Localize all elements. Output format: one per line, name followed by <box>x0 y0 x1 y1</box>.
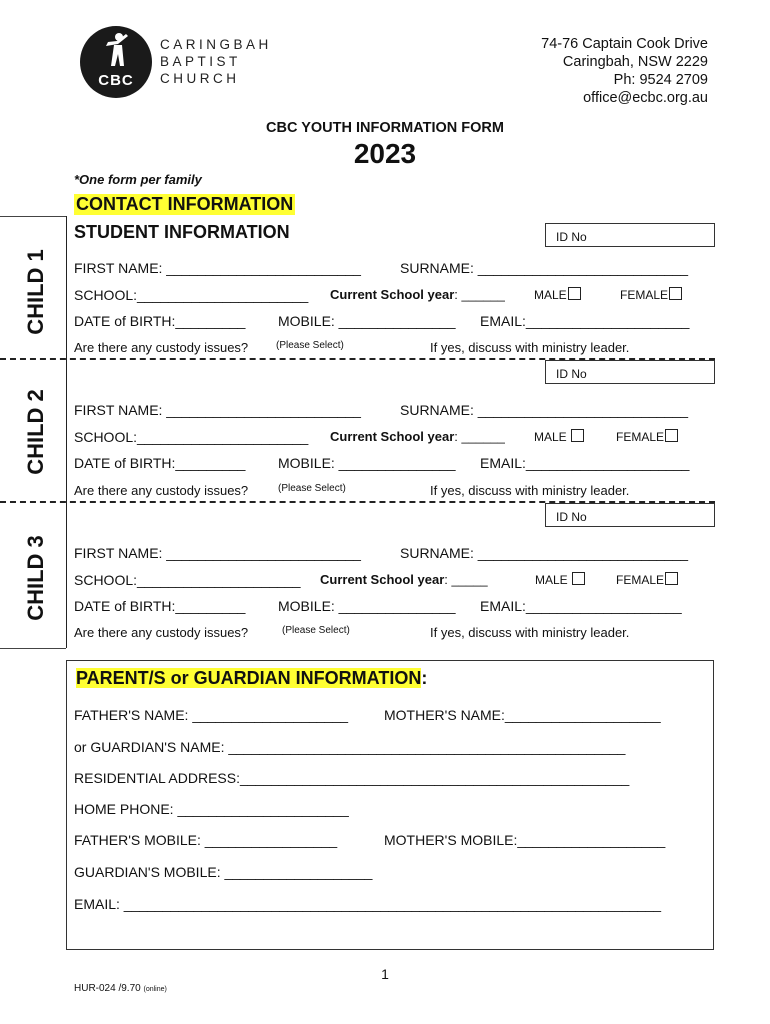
child-3-dob[interactable]: DATE of BIRTH:_________ <box>74 598 246 614</box>
child-2-female[interactable]: FEMALE <box>616 429 678 444</box>
child-3-custody-note: If yes, discuss with ministry leader. <box>430 625 630 640</box>
church-address: 74-76 Captain Cook Drive Caringbah, NSW 2229 Ph: 9524 2709 office@ecbc.org.au <box>541 36 708 106</box>
home-phone[interactable]: HOME PHONE: ______________________ <box>74 801 349 817</box>
child-2-school[interactable]: SCHOOL:______________________ <box>74 429 309 445</box>
contact-heading: CONTACT INFORMATION <box>76 194 294 214</box>
footer-code: HUR-024 /9.70 (online) <box>74 983 167 994</box>
child-1-female[interactable]: FEMALE <box>620 287 682 302</box>
page-number: 1 <box>381 966 389 982</box>
male-checkbox[interactable] <box>572 572 585 585</box>
child-3-custody: Are there any custody issues? <box>74 625 249 640</box>
figure-icon <box>102 32 132 68</box>
top-rule <box>0 216 66 217</box>
parent-email[interactable]: EMAIL: _____________________________________________________________________ <box>74 896 662 912</box>
child-2-custody-note: If yes, discuss with ministry leader. <box>430 483 630 498</box>
child-1-label: CHILD 1 <box>23 249 48 335</box>
child-2-custody-select[interactable]: (Please Select) <box>278 483 346 494</box>
female-checkbox[interactable] <box>665 572 678 585</box>
child-3-first-name[interactable]: FIRST NAME: _________________________ <box>74 545 361 561</box>
child-1-id-box[interactable]: ID No <box>545 223 715 247</box>
family-note: *One form per family <box>74 172 202 187</box>
guardians-name[interactable]: or GUARDIAN'S NAME: ___________________________________________________ <box>74 739 626 755</box>
child-3-label: CHILD 3 <box>23 535 48 621</box>
child-1-first-name[interactable]: FIRST NAME: _________________________ <box>74 260 361 276</box>
child-1-mobile[interactable]: MOBILE: _______________ <box>278 313 456 329</box>
child-1-male[interactable]: MALE <box>534 287 581 302</box>
child-2-school-year[interactable]: Current School year: ______ <box>330 429 505 444</box>
logo-wordmark: CARINGBAH BAPTIST CHURCH <box>160 37 272 86</box>
child-2-first-name[interactable]: FIRST NAME: _________________________ <box>74 402 361 418</box>
student-heading: STUDENT INFORMATION <box>74 222 290 242</box>
fathers-name[interactable]: FATHER'S NAME: ____________________ <box>74 707 349 723</box>
child-2-mobile[interactable]: MOBILE: _______________ <box>278 455 456 471</box>
child-1-email[interactable]: EMAIL:_____________________ <box>480 313 690 329</box>
form-title: CBC YOUTH INFORMATION FORM <box>266 120 504 136</box>
fathers-mobile[interactable]: FATHER'S MOBILE: _________________ <box>74 832 338 848</box>
church-logo <box>80 26 152 98</box>
child-3-school-year[interactable]: Current School year: _____ <box>320 572 488 587</box>
child-2-surname[interactable]: SURNAME: ___________________________ <box>400 402 689 418</box>
child-3-id-box[interactable]: ID No <box>545 503 715 527</box>
child-2-dob[interactable]: DATE of BIRTH:_________ <box>74 455 246 471</box>
child-3-female[interactable]: FEMALE <box>616 572 678 587</box>
child-2-male[interactable]: MALE <box>534 429 584 444</box>
male-checkbox[interactable] <box>571 429 584 442</box>
bottom-rule <box>0 648 66 649</box>
form-year: 2023 <box>353 138 417 169</box>
mothers-mobile[interactable]: MOTHER'S MOBILE:___________________ <box>384 832 666 848</box>
child-1-school-year[interactable]: Current School year: ______ <box>330 287 505 302</box>
child-3-mobile[interactable]: MOBILE: _______________ <box>278 598 456 614</box>
child-3-surname[interactable]: SURNAME: ___________________________ <box>400 545 689 561</box>
child-1-dob[interactable]: DATE of BIRTH:_________ <box>74 313 246 329</box>
female-checkbox[interactable] <box>669 287 682 300</box>
child-3-school[interactable]: SCHOOL:_____________________ <box>74 572 301 588</box>
child-2-label: CHILD 2 <box>23 389 48 475</box>
child-1-custody-select[interactable]: (Please Select) <box>276 340 344 351</box>
child-3-custody-select[interactable]: (Please Select) <box>282 625 350 636</box>
child-1-custody: Are there any custody issues? <box>74 340 249 355</box>
child-section-border <box>66 216 67 648</box>
child-2-email[interactable]: EMAIL:_____________________ <box>480 455 690 471</box>
child-2-custody: Are there any custody issues? <box>74 483 249 498</box>
mothers-name[interactable]: MOTHER'S NAME:____________________ <box>384 707 661 723</box>
male-checkbox[interactable] <box>568 287 581 300</box>
parent-heading: PARENT/S or GUARDIAN INFORMATION: <box>76 668 428 688</box>
child-3-email[interactable]: EMAIL:____________________ <box>480 598 682 614</box>
child-1-custody-note: If yes, discuss with ministry leader. <box>430 340 630 355</box>
child-1-surname[interactable]: SURNAME: ___________________________ <box>400 260 689 276</box>
residential-address[interactable]: RESIDENTIAL ADDRESS:__________________________________________________ <box>74 770 630 786</box>
logo-initials: CBC <box>98 72 134 89</box>
child-2-id-box[interactable]: ID No <box>545 360 715 384</box>
guardians-mobile[interactable]: GUARDIAN'S MOBILE: ___________________ <box>74 864 373 880</box>
child-3-male[interactable]: MALE <box>535 572 585 587</box>
female-checkbox[interactable] <box>665 429 678 442</box>
child-1-school[interactable]: SCHOOL:______________________ <box>74 287 309 303</box>
